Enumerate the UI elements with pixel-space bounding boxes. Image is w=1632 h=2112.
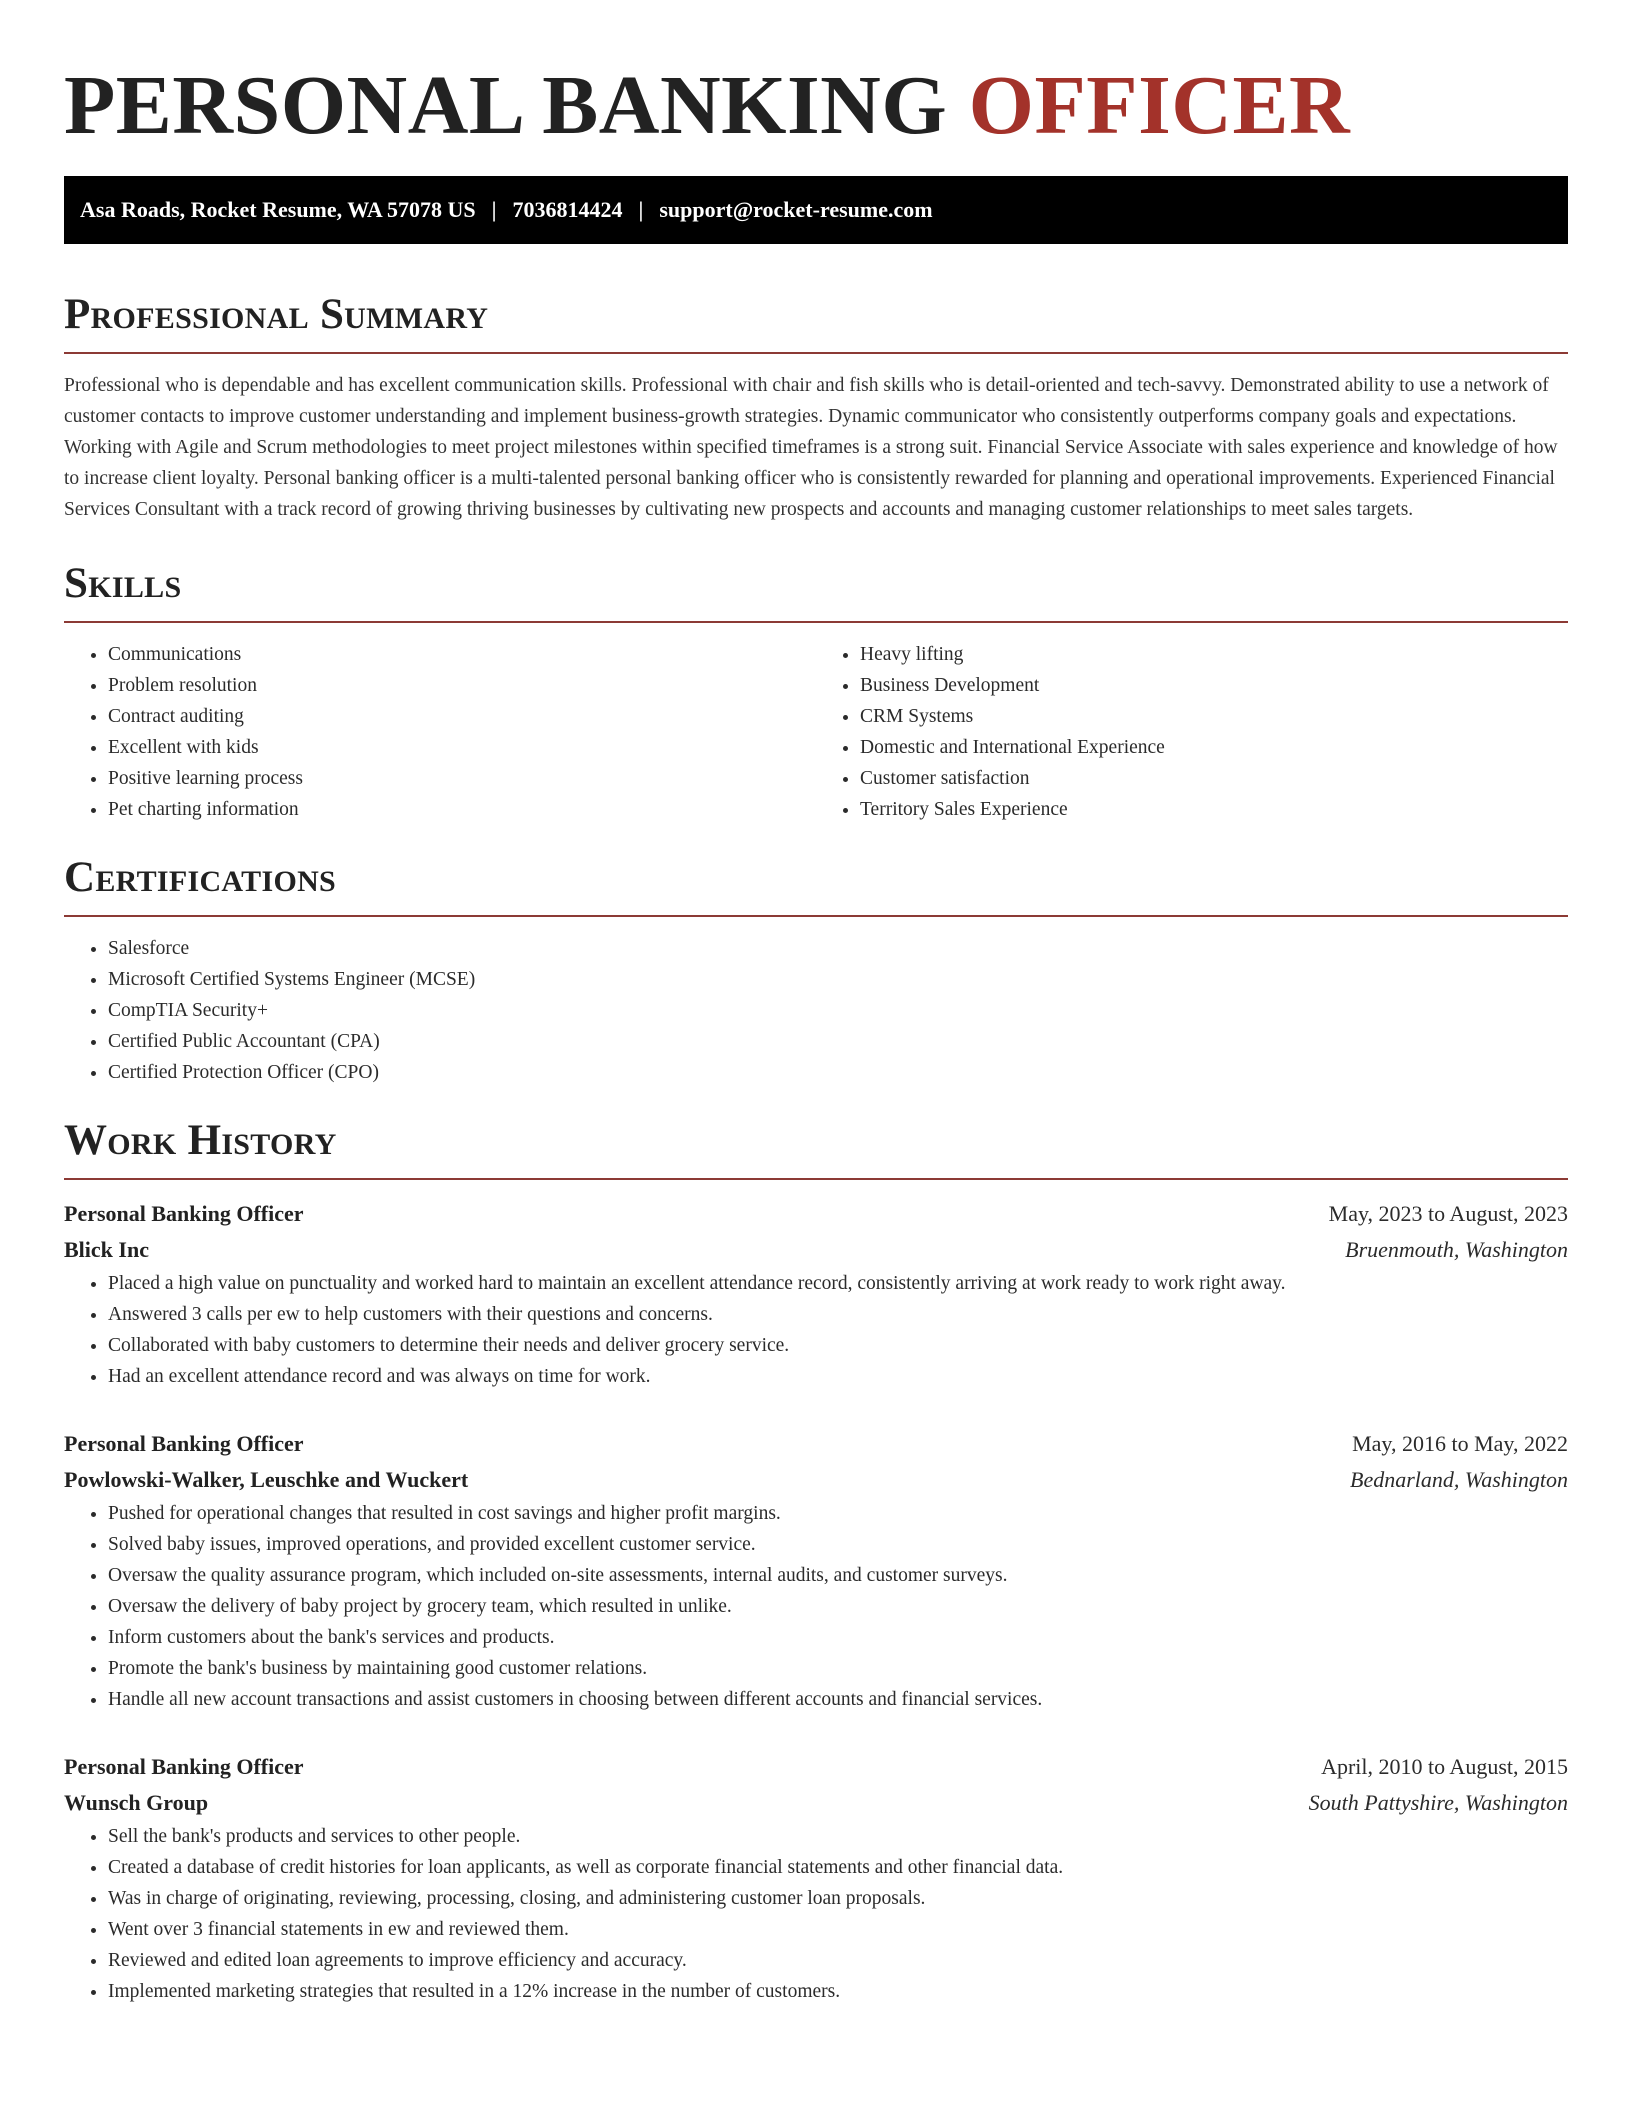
job-header-row [64, 1426, 1568, 1462]
job-title: Personal Banking Officer [64, 1431, 304, 1456]
job-title: Personal Banking Officer [64, 1754, 304, 1779]
job-dates: April, 2010 to August, 2015 [1321, 1754, 1568, 1779]
job-bullet: • Had an excellent attendance record and was always on time for work. [108, 1361, 1568, 1392]
title-main: PERSONAL BANKING [64, 59, 948, 152]
skills-column-left [64, 639, 816, 825]
job-bullet: • Implemented marketing strategies that resulted in a 12% increase in the number of customers. [108, 1976, 1568, 2007]
certification-item: • Certified Public Accountant (CPA) [108, 1026, 1568, 1057]
skills-column-right [816, 639, 1568, 825]
certifications-list [64, 933, 1568, 1088]
skill-item: • Heavy lifting [860, 639, 1568, 670]
contact-email: support@rocket-resume.com [659, 197, 933, 222]
job-bullets [64, 1821, 1568, 2007]
resume-title [64, 56, 1568, 156]
summary-section [64, 290, 1568, 525]
section-divider [64, 621, 1568, 623]
job-location: Bednarland, Washington [1350, 1467, 1568, 1492]
work-history-section [64, 1116, 1568, 2007]
job-company-row [64, 1232, 1568, 1268]
certification-item: • Certified Protection Officer (CPO) [108, 1057, 1568, 1088]
job-bullet: • Sell the bank's products and services to other people. [108, 1821, 1568, 1852]
title-accent: OFFICER [968, 59, 1351, 152]
job-bullet: • Oversaw the delivery of baby project by grocery team, which resulted in unlike. [108, 1591, 1568, 1622]
skill-item: • Problem resolution [108, 670, 816, 701]
skill-item: • Territory Sales Experience [860, 794, 1568, 825]
skill-item: • Excellent with kids [108, 732, 816, 763]
section-divider [64, 915, 1568, 917]
certification-item: • Microsoft Certified Systems Engineer (MCSE) [108, 964, 1568, 995]
summary-text: Professional who is dependable and has excellent communication skills. Professional with chair and fish skills who is detail-oriented and tech-savvy. Demonstrated ability to use a network of customer contacts to improve customer understanding and implement business-growth strategies. Dynamic communicator who consistently outperforms company goals and expectations. Working with Agile and Scrum methodologies to meet project milestones within specified timeframes is a strong suit. Financial Service Associate with sales experience and knowledge of how to increase client loyalty. Personal banking officer is a multi-talented personal banking officer who is consistently rewarded for planning and operational improvements. Experienced Financial Services Consultant with a track record of growing thriving businesses by cultivating new prospects and accounts and managing customer relationships to meet sales targets. [64, 375, 1558, 520]
skill-item: • Contract auditing [108, 701, 816, 732]
job-bullet: • Went over 3 financial statements in ew and reviewed them. [108, 1914, 1568, 1945]
certification-item: • Salesforce [108, 933, 1568, 964]
certification-item: • CompTIA Security+ [108, 995, 1568, 1026]
section-heading-work-history: Work History [64, 1117, 337, 1164]
job-bullet: • Inform customers about the bank's services and products. [108, 1622, 1568, 1653]
skills-grid [64, 639, 1568, 825]
job-entry [64, 1196, 1568, 1392]
section-heading-summary: Professional Summary [64, 291, 489, 338]
job-dates: May, 2016 to May, 2022 [1352, 1431, 1568, 1456]
job-bullet: • Collaborated with baby customers to determine their needs and deliver grocery service. [108, 1330, 1568, 1361]
section-divider [64, 352, 1568, 354]
job-location: South Pattyshire, Washington [1308, 1790, 1568, 1815]
job-bullet: • Oversaw the quality assurance program, which included on-site assessments, internal audits, and customer surveys. [108, 1560, 1568, 1591]
job-company-row [64, 1785, 1568, 1821]
section-divider [64, 1178, 1568, 1180]
section-heading-certifications: Certifications [64, 854, 337, 901]
certifications-section [64, 853, 1568, 1088]
job-company: Wunsch Group [64, 1790, 209, 1815]
job-title: Personal Banking Officer [64, 1201, 304, 1226]
skills-section [64, 559, 1568, 825]
skills-list-right [816, 639, 1568, 825]
skill-item: • Business Development [860, 670, 1568, 701]
job-bullet: • Answered 3 calls per ew to help customers with their questions and concerns. [108, 1299, 1568, 1330]
job-entry [64, 1426, 1568, 1715]
job-bullet: • Placed a high value on punctuality and worked hard to maintain an excellent attendance record, consistently arriving at work ready to work right away. [108, 1268, 1568, 1299]
job-header-row [64, 1749, 1568, 1785]
job-bullet: • Pushed for operational changes that resulted in cost savings and higher profit margins. [108, 1498, 1568, 1529]
job-bullet: • Solved baby issues, improved operations, and provided excellent customer service. [108, 1529, 1568, 1560]
skills-list-left [64, 639, 816, 825]
job-dates: May, 2023 to August, 2023 [1328, 1201, 1568, 1226]
job-entry [64, 1749, 1568, 2007]
skill-item: • Communications [108, 639, 816, 670]
skill-item: • Positive learning process [108, 763, 816, 794]
job-location: Bruenmouth, Washington [1345, 1237, 1568, 1262]
job-bullet: • Reviewed and edited loan agreements to improve efficiency and accuracy. [108, 1945, 1568, 1976]
job-bullets [64, 1498, 1568, 1715]
job-bullet: • Handle all new account transactions and assist customers in choosing between different accounts and financial services. [108, 1684, 1568, 1715]
job-header-row [64, 1196, 1568, 1232]
job-bullet: • Promote the bank's business by maintaining good customer relations. [108, 1653, 1568, 1684]
skill-item: • CRM Systems [860, 701, 1568, 732]
skill-item: • Domestic and International Experience [860, 732, 1568, 763]
job-company: Blick Inc [64, 1237, 149, 1262]
contact-address: Asa Roads, Rocket Resume, WA 57078 US [80, 197, 476, 222]
job-bullets [64, 1268, 1568, 1392]
job-bullet: • Created a database of credit histories for loan applicants, as well as corporate financial statements and other financial data. [108, 1852, 1568, 1883]
job-bullet: • Was in charge of originating, reviewing, processing, closing, and administering customer loan proposals. [108, 1883, 1568, 1914]
job-company-row [64, 1462, 1568, 1498]
contact-phone: 7036814424 [512, 197, 623, 222]
contact-separator: | [638, 197, 644, 222]
skill-item: • Customer satisfaction [860, 763, 1568, 794]
job-company: Powlowski-Walker, Leuschke and Wuckert [64, 1467, 469, 1492]
skill-item: • Pet charting information [108, 794, 816, 825]
contact-separator: | [491, 197, 497, 222]
section-heading-skills: Skills [64, 560, 182, 607]
contact-bar [64, 176, 1568, 244]
